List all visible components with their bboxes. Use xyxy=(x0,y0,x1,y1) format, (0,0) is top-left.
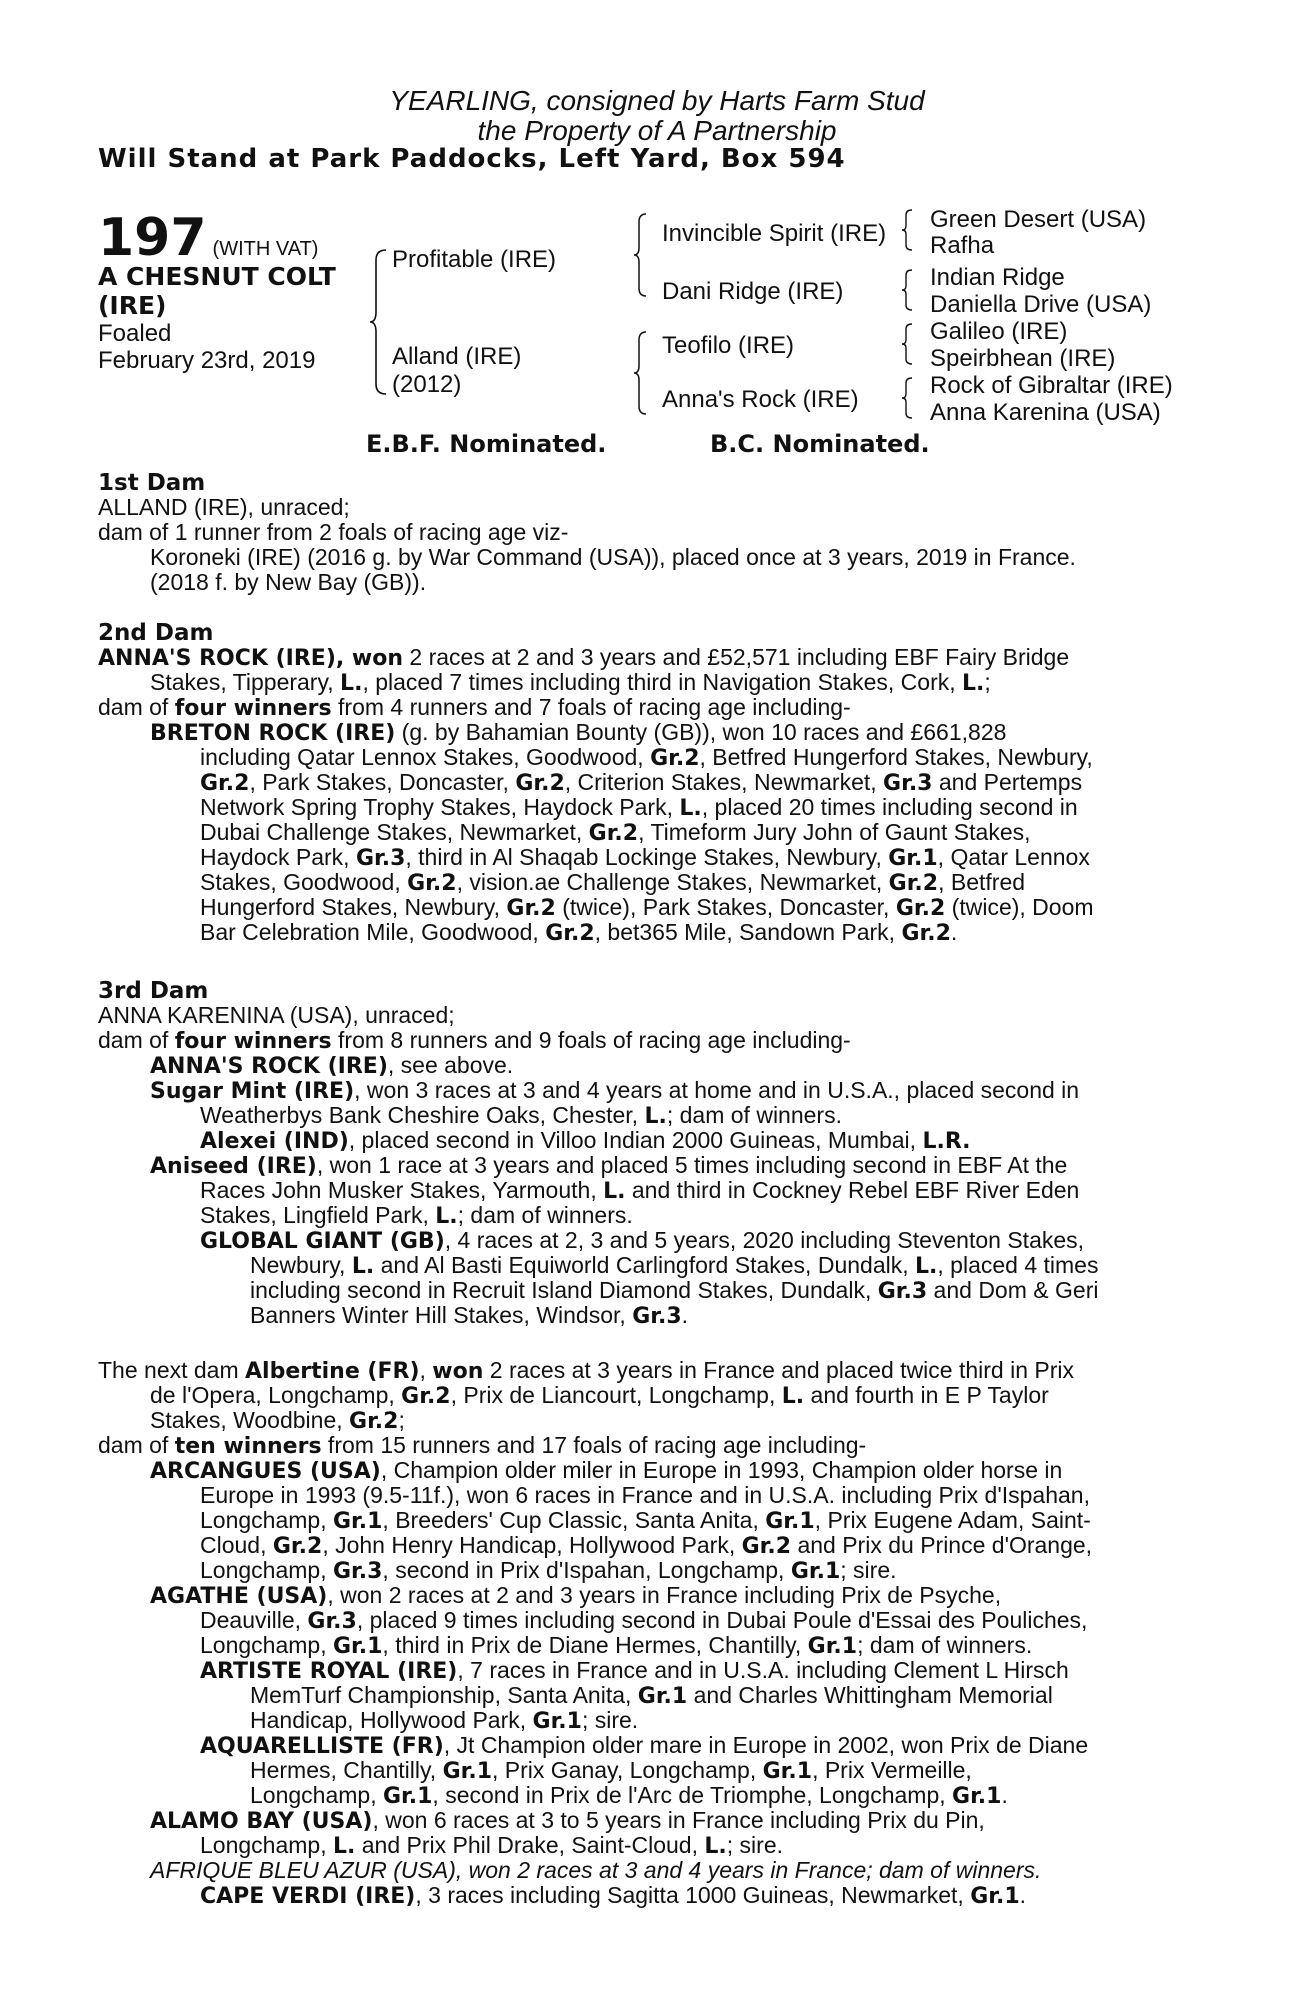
text: ; sire. xyxy=(840,1557,897,1583)
next-dam-line-4 xyxy=(98,1433,866,1459)
grade: Gr.2 xyxy=(741,1534,792,1559)
text: and third in Cockney Rebel EBF River Eden xyxy=(625,1177,1080,1203)
text: , won 3 races at 3 and 4 years at home and in U.S.A., placed second in xyxy=(354,1077,1080,1103)
grade: Gr.2 xyxy=(895,896,946,921)
lot-name-line-2: (IRE) xyxy=(98,291,167,320)
second-dam-line-2 xyxy=(150,670,991,696)
grade: L. xyxy=(340,671,363,696)
text: from 15 runners and 17 foals of racing age including- xyxy=(321,1432,867,1458)
text: The next dam xyxy=(98,1357,246,1383)
brace-ds xyxy=(900,322,914,366)
grade: L. xyxy=(781,1384,805,1409)
grade: L. xyxy=(962,671,985,696)
text: , xyxy=(419,1357,433,1383)
text: , Criterion Stakes, Newmarket, xyxy=(564,769,884,795)
grade: Gr.2 xyxy=(349,1409,399,1434)
text: Deauville, xyxy=(200,1607,308,1633)
text: dam of xyxy=(98,1027,175,1053)
text: Longchamp, xyxy=(250,1782,383,1808)
text: Stakes, Lingfield Park, xyxy=(200,1202,436,1228)
artiste-royal-line-2 xyxy=(250,1683,1053,1709)
breton-line-5 xyxy=(200,820,1031,846)
artiste-royal-line-1 xyxy=(200,1658,1069,1684)
text: Hermes, Chantilly, xyxy=(250,1757,443,1783)
grade: Gr.3 xyxy=(355,846,406,871)
text: ; dam of winners. xyxy=(857,1632,1033,1658)
sugar-mint-line-2 xyxy=(200,1103,842,1129)
grade: Gr.3 xyxy=(632,1304,682,1329)
brace-dd xyxy=(900,376,914,420)
grade: Gr.2 xyxy=(545,921,595,946)
global-giant-line-3 xyxy=(250,1278,1098,1304)
text: , Prix Eugene Adam, Saint- xyxy=(814,1507,1091,1533)
text: (g. by Bahamian Bounty (GB)), won 10 races and £661,828 xyxy=(395,719,1007,745)
arcangues-line-1 xyxy=(150,1458,1062,1484)
ped-dsd: Speirbhean (IRE) xyxy=(930,345,1116,372)
grade: Gr.1 xyxy=(807,1634,858,1659)
foaled-date: February 23rd, 2019 xyxy=(98,347,316,374)
text: , 3 races including Sagitta 1000 Guineas, Newmarket, xyxy=(415,1882,971,1908)
text: and Prix du Prince d'Orange, xyxy=(791,1532,1093,1558)
text: ; xyxy=(398,1407,405,1433)
third-dam-heading: 3rd Dam xyxy=(98,978,209,1004)
ped-dds: Rock of Gibraltar (IRE) xyxy=(930,372,1173,399)
ped-dam: Alland (IRE) xyxy=(392,343,522,370)
global-giant-line-4 xyxy=(250,1303,688,1329)
aniseed-line-1 xyxy=(150,1153,1067,1179)
text: Newbury, xyxy=(250,1252,352,1278)
lot-name xyxy=(98,262,336,320)
won: won xyxy=(432,1359,484,1384)
text: and Dom & Geri xyxy=(927,1277,1099,1303)
text: , Breeders' Cup Classic, Santa Anita, xyxy=(382,1507,766,1533)
first-dam-line-3: Koroneki (IRE) (2016 g. by War Command (USA)), placed once at 3 years, 2019 in France. xyxy=(150,544,1076,570)
ped-sss: Green Desert (USA) xyxy=(930,206,1147,233)
grade: Gr.1 xyxy=(637,1684,688,1709)
text: , third in Al Shaqab Lockinge Stakes, Newbury, xyxy=(405,844,889,870)
breton-line-6 xyxy=(200,845,1090,871)
text: ; dam of winners. xyxy=(457,1202,633,1228)
aniseed-line-2 xyxy=(200,1178,1079,1204)
text: , second in Prix de l'Arc de Triomphe, Longchamp, xyxy=(432,1782,953,1808)
ped-sire: Profitable (IRE) xyxy=(392,246,557,273)
text: Weatherbys Bank Cheshire Oaks, Chester, xyxy=(200,1102,645,1128)
breton-line-3 xyxy=(200,770,1082,796)
grade: Gr.2 xyxy=(888,871,939,896)
horse-name: CAPE VERDI (IRE) xyxy=(200,1884,416,1909)
agathe-line-2 xyxy=(200,1608,1087,1634)
text: from 8 runners and 9 foals of racing age including- xyxy=(331,1027,851,1053)
grade: Gr.3 xyxy=(332,1559,383,1584)
grade: Gr.2 xyxy=(650,746,700,771)
text: (twice), Park Stakes, Doncaster, xyxy=(555,894,896,920)
text: , see above. xyxy=(387,1052,514,1078)
text: (twice), Doom xyxy=(945,894,1094,920)
text: Haydock Park, xyxy=(200,844,356,870)
second-dam-heading: 2nd Dam xyxy=(98,620,214,646)
second-dam-line-1 xyxy=(98,645,1069,671)
horse-name: ALAMO BAY (USA) xyxy=(150,1809,373,1834)
arcangues-line-2: Europe in 1993 (9.5-11f.), won 6 races in France and in U.S.A. including Prix d'Ispahan, xyxy=(200,1482,1090,1508)
text: . xyxy=(950,919,958,945)
breton-line-7 xyxy=(200,870,1025,896)
next-dam-line-2 xyxy=(150,1383,1049,1409)
text: , second in Prix d'Ispahan, Longchamp, xyxy=(382,1557,791,1583)
next-dam-line-3 xyxy=(150,1408,405,1434)
ped-dam-dam: Anna's Rock (IRE) xyxy=(662,386,859,413)
text: Hungerford Stakes, Newbury, xyxy=(200,894,507,920)
text: , won 2 races at 2 and 3 years in France including Prix de Psyche, xyxy=(327,1582,1002,1608)
brace-ss xyxy=(900,208,914,252)
grade: Gr.1 xyxy=(762,1759,813,1784)
winners-count: ten winners xyxy=(174,1434,322,1459)
text: , placed 4 times xyxy=(937,1252,1099,1278)
horse-name: GLOBAL GIANT (GB) xyxy=(200,1229,445,1254)
text: , John Henry Handicap, Hollywood Park, xyxy=(322,1532,742,1558)
grade: L. xyxy=(351,1254,375,1279)
text: , Timeform Jury John of Gaunt Stakes, xyxy=(638,819,1031,845)
text: , Jt Champion older mare in Europe in 2002, won Prix de Diane xyxy=(443,1732,1089,1758)
ped-dss: Galileo (IRE) xyxy=(930,318,1068,345)
text: Races John Musker Stakes, Yarmouth, xyxy=(200,1177,604,1203)
horse-name: ARTISTE ROYAL (IRE) xyxy=(200,1659,458,1684)
text: , placed second in Villoo Indian 2000 Guineas, Mumbai, xyxy=(348,1127,923,1153)
horse-name: BRETON ROCK (IRE) xyxy=(150,721,396,746)
text: AFRIQUE BLEU AZUR (USA), won 2 races at 3 and 4 years in France; dam of winners. xyxy=(150,1857,1042,1883)
ped-sdd: Daniella Drive (USA) xyxy=(930,291,1152,318)
horse-name: ANNA'S ROCK (IRE), won xyxy=(98,646,403,671)
grade: Gr.1 xyxy=(970,1884,1020,1909)
third-dam-line-3 xyxy=(150,1053,513,1079)
text: , 7 races in France and in U.S.A. including Clement L Hirsch xyxy=(457,1657,1069,1683)
header-line-1: YEARLING, consigned by Harts Farm Stud xyxy=(389,85,925,116)
grade: Gr.2 xyxy=(588,821,639,846)
text: 2 races at 3 years in France and placed twice third in Prix xyxy=(483,1357,1075,1383)
breton-line-8 xyxy=(200,895,1094,921)
ped-dam-sire: Teofilo (IRE) xyxy=(662,332,795,359)
global-giant-line-1 xyxy=(200,1228,1084,1254)
sugar-mint-line-1 xyxy=(150,1078,1079,1104)
text: Dubai Challenge Stakes, Newmarket, xyxy=(200,819,589,845)
grade: Gr.1 xyxy=(532,1709,582,1734)
text: 2 races at 2 and 3 years and £52,571 including EBF Fairy Bridge xyxy=(403,644,1070,670)
foaled-block xyxy=(98,320,315,374)
second-dam-line-3 xyxy=(98,695,851,721)
global-giant-line-2 xyxy=(250,1253,1098,1279)
grade: L.R. xyxy=(922,1129,971,1154)
text: , placed 7 times including third in Navigation Stakes, Cork, xyxy=(362,669,963,695)
text: , won 6 races at 3 to 5 years in France including Prix du Pin, xyxy=(372,1807,985,1833)
text: ; sire. xyxy=(726,1832,783,1858)
grade: Gr.2 xyxy=(200,771,250,796)
aquarelliste-line-2 xyxy=(250,1758,972,1784)
next-dam-line-1 xyxy=(98,1358,1074,1384)
text: ; xyxy=(984,669,991,695)
grade: L. xyxy=(704,1834,727,1859)
aquarelliste-line-3 xyxy=(250,1783,1008,1809)
breton-line-2 xyxy=(200,745,1093,771)
first-dam-line-4: (2018 f. by New Bay (GB)). xyxy=(150,569,427,595)
arcangues-line-3 xyxy=(200,1508,1091,1534)
text: , third in Prix de Diane Hermes, Chantilly, xyxy=(382,1632,808,1658)
bc-nominated: B.C. Nominated. xyxy=(710,430,930,458)
aniseed-line-3 xyxy=(200,1203,633,1229)
grade: Gr.1 xyxy=(952,1784,1002,1809)
grade: Gr.3 xyxy=(877,1279,928,1304)
text: Longchamp, xyxy=(200,1557,333,1583)
lot-number: 197 xyxy=(98,208,207,268)
grade: Gr.2 xyxy=(515,771,565,796)
third-dam-line-2 xyxy=(98,1028,851,1054)
grade: Gr.1 xyxy=(442,1759,493,1784)
text: and Pertemps xyxy=(932,769,1083,795)
text: and Prix Phil Drake, Saint-Cloud, xyxy=(355,1832,705,1858)
ped-sire-dam: Dani Ridge (IRE) xyxy=(662,278,844,305)
breton-line-4 xyxy=(200,795,1078,821)
arcangues-line-5 xyxy=(200,1558,897,1584)
text: , vision.ae Challenge Stakes, Newmarket, xyxy=(456,869,889,895)
horse-name: Albertine (FR) xyxy=(245,1359,420,1384)
horse-name: Sugar Mint (IRE) xyxy=(150,1079,355,1104)
grade: Gr.2 xyxy=(901,921,951,946)
text: dam of xyxy=(98,1432,175,1458)
text: Network Spring Trophy Stakes, Haydock Park, xyxy=(200,794,680,820)
grade: L. xyxy=(435,1204,458,1229)
grade: Gr.3 xyxy=(307,1609,357,1634)
alamo-bay-line-1 xyxy=(150,1808,985,1834)
grade: L. xyxy=(915,1254,938,1279)
text: Longchamp, xyxy=(200,1507,333,1533)
horse-name: AGATHE (USA) xyxy=(150,1584,328,1609)
text: Longchamp, xyxy=(200,1832,333,1858)
text: . xyxy=(1001,1782,1008,1808)
text: ; sire. xyxy=(581,1707,639,1733)
grade: L. xyxy=(332,1834,356,1859)
text: Cloud, xyxy=(200,1532,273,1558)
grade: L. xyxy=(679,796,702,821)
afrique-line xyxy=(150,1858,1041,1883)
grade: Gr.1 xyxy=(332,1634,383,1659)
lot-vat: (WITH VAT) xyxy=(212,238,319,260)
ebf-nominated: E.B.F. Nominated. xyxy=(366,430,607,458)
ped-sire-sire: Invincible Spirit (IRE) xyxy=(662,220,887,247)
grade: L. xyxy=(603,1179,626,1204)
aquarelliste-line-1 xyxy=(200,1733,1088,1759)
text: from 4 runners and 7 foals of racing age including- xyxy=(331,694,851,720)
winners-count: four winners xyxy=(174,1029,332,1054)
text: , won 1 race at 3 years and placed 5 times including second in EBF At the xyxy=(316,1152,1068,1178)
brace-sd xyxy=(900,268,914,312)
text: , Betfred xyxy=(938,869,1026,895)
grade: Gr.1 xyxy=(382,1784,433,1809)
text: MemTurf Championship, Santa Anita, xyxy=(250,1682,638,1708)
text: Banners Winter Hill Stakes, Windsor, xyxy=(250,1302,633,1328)
text: , Champion older miler in Europe in 1993, Champion older horse in xyxy=(380,1457,1063,1483)
text: and fourth in E P Taylor xyxy=(804,1382,1049,1408)
text: , placed 9 times including second in Dubai Poule d'Essai des Pouliches, xyxy=(356,1607,1088,1633)
first-dam-heading: 1st Dam xyxy=(98,470,206,496)
text: including Qatar Lennox Stakes, Goodwood, xyxy=(200,744,651,770)
grade: Gr.2 xyxy=(506,896,556,921)
first-dam-line-2: dam of 1 runner from 2 foals of racing age viz- xyxy=(98,519,569,545)
ped-ddd: Anna Karenina (USA) xyxy=(930,399,1161,426)
text: Stakes, Woodbine, xyxy=(150,1407,350,1433)
text: Longchamp, xyxy=(200,1632,333,1658)
text: Bar Celebration Mile, Goodwood, xyxy=(200,919,546,945)
horse-name: ARCANGUES (USA) xyxy=(150,1459,381,1484)
text: , Qatar Lennox xyxy=(937,844,1090,870)
grade: Gr.1 xyxy=(332,1509,383,1534)
lot-number-block xyxy=(98,208,318,268)
text: , placed 20 times including second in xyxy=(701,794,1078,820)
horse-name: Alexei (IND) xyxy=(200,1129,349,1154)
agathe-line-1 xyxy=(150,1583,1001,1609)
ped-sds: Indian Ridge xyxy=(930,264,1065,291)
grade: Gr.1 xyxy=(765,1509,815,1534)
header-line-2: the Property of A Partnership xyxy=(477,115,837,146)
text: ; dam of winners. xyxy=(666,1102,842,1128)
text: dam of xyxy=(98,694,175,720)
text: , Prix Ganay, Longchamp, xyxy=(492,1757,763,1783)
text: , bet365 Mile, Sandown Park, xyxy=(594,919,902,945)
grade: Gr.2 xyxy=(272,1534,323,1559)
artiste-royal-line-3 xyxy=(250,1708,638,1734)
text: , 4 races at 2, 3 and 5 years, 2020 including Steventon Stakes, xyxy=(444,1227,1085,1253)
grade: Gr.2 xyxy=(401,1384,451,1409)
text: , Prix Vermeille, xyxy=(812,1757,972,1783)
grade: Gr.1 xyxy=(888,846,938,871)
grade: Gr.1 xyxy=(790,1559,841,1584)
foaled-label: Foaled xyxy=(98,320,172,347)
text: , Betfred Hungerford Stakes, Newbury, xyxy=(699,744,1093,770)
breton-line-9 xyxy=(200,920,957,946)
text: . xyxy=(1019,1882,1027,1908)
text: de l'Opera, Longchamp, xyxy=(150,1382,402,1408)
horse-name: Aniseed (IRE) xyxy=(150,1154,317,1179)
ped-ssd: Rafha xyxy=(930,232,995,259)
horse-name: ANNA'S ROCK (IRE) xyxy=(150,1054,388,1079)
text: , Park Stakes, Doncaster, xyxy=(249,769,516,795)
header-line-3: Will Stand at Park Paddocks, Left Yard, Box 594 xyxy=(98,144,846,174)
brace-dam xyxy=(632,330,648,416)
alexei-line xyxy=(200,1128,971,1154)
grade: Gr.2 xyxy=(407,871,457,896)
third-dam-line-1: ANNA KARENINA (USA), unraced; xyxy=(98,1002,455,1028)
breton-line-1 xyxy=(150,720,1006,746)
grade: L. xyxy=(644,1104,667,1129)
winners-count: four winners xyxy=(174,696,332,721)
brace-main xyxy=(368,248,388,396)
ped-dam-year: (2012) xyxy=(392,371,462,398)
text: and Al Basti Equiworld Carlingford Stakes, Dundalk, xyxy=(374,1252,915,1278)
horse-name: AQUARELLISTE (FR) xyxy=(200,1734,444,1759)
grade: Gr.3 xyxy=(883,771,933,796)
lot-name-line-1: A CHESNUT COLT xyxy=(98,262,336,291)
alamo-bay-line-2 xyxy=(200,1833,783,1859)
agathe-line-3 xyxy=(200,1633,1032,1659)
text: , Prix de Liancourt, Longchamp, xyxy=(450,1382,782,1408)
text: including second in Recruit Island Diamond Stakes, Dundalk, xyxy=(250,1277,878,1303)
brace-sire xyxy=(632,212,648,298)
cape-verdi-line xyxy=(200,1883,1026,1909)
text: . xyxy=(681,1302,689,1328)
text: Stakes, Tipperary, xyxy=(150,669,341,695)
text: and Charles Whittingham Memorial xyxy=(687,1682,1053,1708)
text: Handicap, Hollywood Park, xyxy=(250,1707,533,1733)
arcangues-line-4 xyxy=(200,1533,1092,1559)
first-dam-line-1: ALLAND (IRE), unraced; xyxy=(98,494,350,520)
text: Stakes, Goodwood, xyxy=(200,869,408,895)
